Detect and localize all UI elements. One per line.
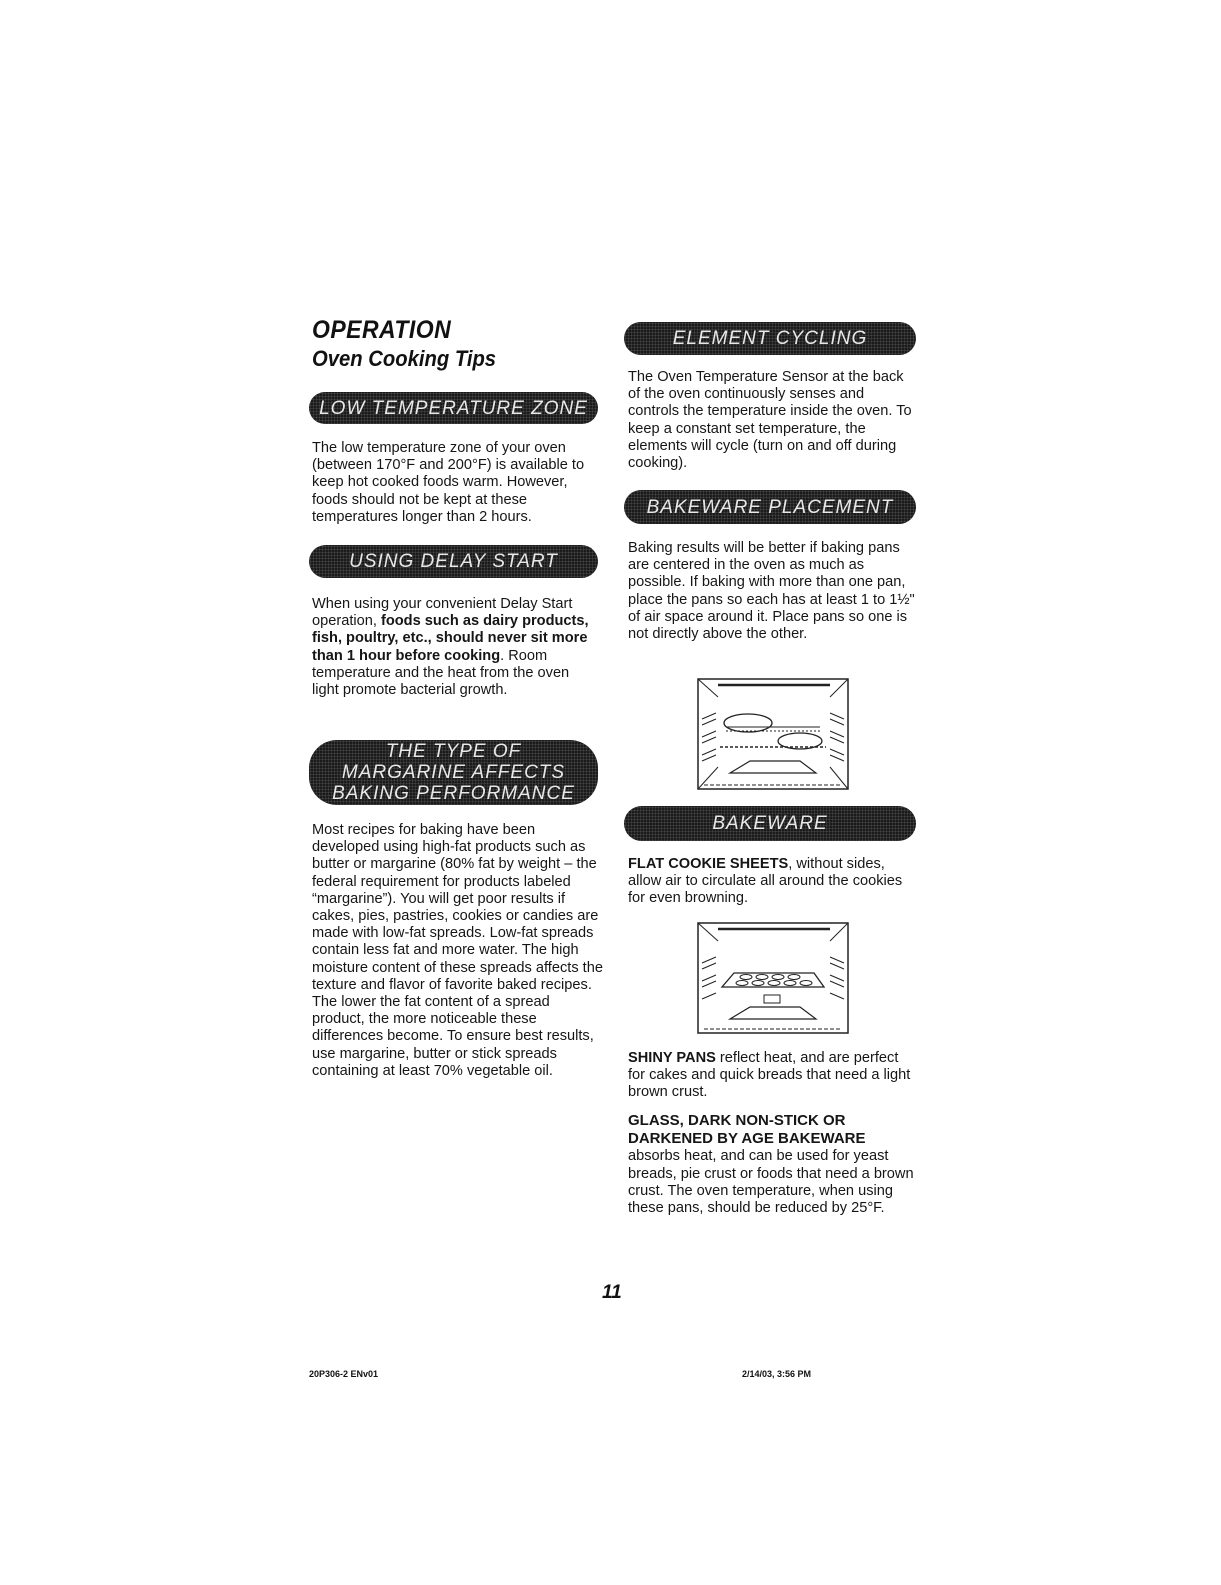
heading-low-temperature-zone: LOW TEMPERATURE ZONE [309,392,598,424]
heading-using-delay-start: USING DELAY START [309,545,598,578]
page-title: OPERATION [312,316,452,344]
flat-cookie-sheets-text: FLAT COOKIE SHEETS, without sides, allow air to circulate all around the cookies for even browning. [628,856,903,907]
page-subtitle: Oven Cooking Tips [312,346,497,371]
heading-element-cycling: ELEMENT CYCLING [624,322,916,355]
print-timestamp: 2/14/03, 3:56 PM [742,1369,812,1379]
low-temperature-text: The low temperature zone of your oven (between 170°F and 200°F) is available to keep hot cooked foods warm. However, foods should not be kept at these temperatures longer than 2 hours. [312,440,585,525]
bakeware-placement-text: Baking results will be better if baking pans are centered in the oven as much as possible. If baking with more than one pan, place the pans so each has at least 1 to 1½" of air space around it. Place pans so one is not directly above the other. [628,540,915,643]
doc-code: 20P306-2 ENv01 [309,1369,379,1379]
heading-bakeware: BAKEWARE [624,806,916,841]
delay-start-warning: foods such as dairy products, fish, poultry, etc., should never sit more than 1 hour before cooking [312,613,589,664]
shiny-pans-text: SHINY PANS reflect heat, and are perfect for cakes and quick breads that need a light brown crust. [628,1050,911,1101]
oven-two-pans-illustration [690,677,854,793]
oven-cookie-sheet-illustration [690,921,854,1037]
heading-bakeware-placement: BAKEWARE PLACEMENT [624,490,916,524]
element-cycling-text: The Oven Temperature Sensor at the back of the oven continuously senses and controls the temperature inside the oven. To keep a constant set temperature, the elements will cycle (turn on and off during cooking). [628,369,912,472]
heading-margarine-affects-baking: THE TYPE OF MARGARINE AFFECTS BAKING PERFORMANCE [309,740,598,805]
page-number: 11 [602,1282,622,1303]
glass-dark-bakeware-text: GLASS, DARK NON-STICK OR DARKENED BY AGE BAKEWARE absorbs heat, and can be used for yeast breads, pie crust or foods that need a brown crust. The oven temperature, when using these pans, should be reduced by 25°F. [628,1112,914,1217]
margarine-text: Most recipes for baking have been developed using high-fat products such as butter or margarine (80% fat by weight – the federal requirement for products labeled “margarine”). You will get poor results if cakes, pies, pastries, cookies or candies are made with low-fat spreads. Low-fat spreads contain less fat and more water. The high moisture content of these spreads affects the texture and flavor of favorite baked recipes. The lower the fat content of a spread product, the more noticeable these differences become. To ensure best results, use margarine, butter or stick spreads containing at least 70% vegetable oil. [312,822,603,1079]
delay-start-text: When using your convenient Delay Start operation, foods such as dairy products, fish, poultry, etc., should never sit more than 1 hour before cooking. Room temperature and the heat from the oven light promote bacterial growth. [312,596,589,699]
